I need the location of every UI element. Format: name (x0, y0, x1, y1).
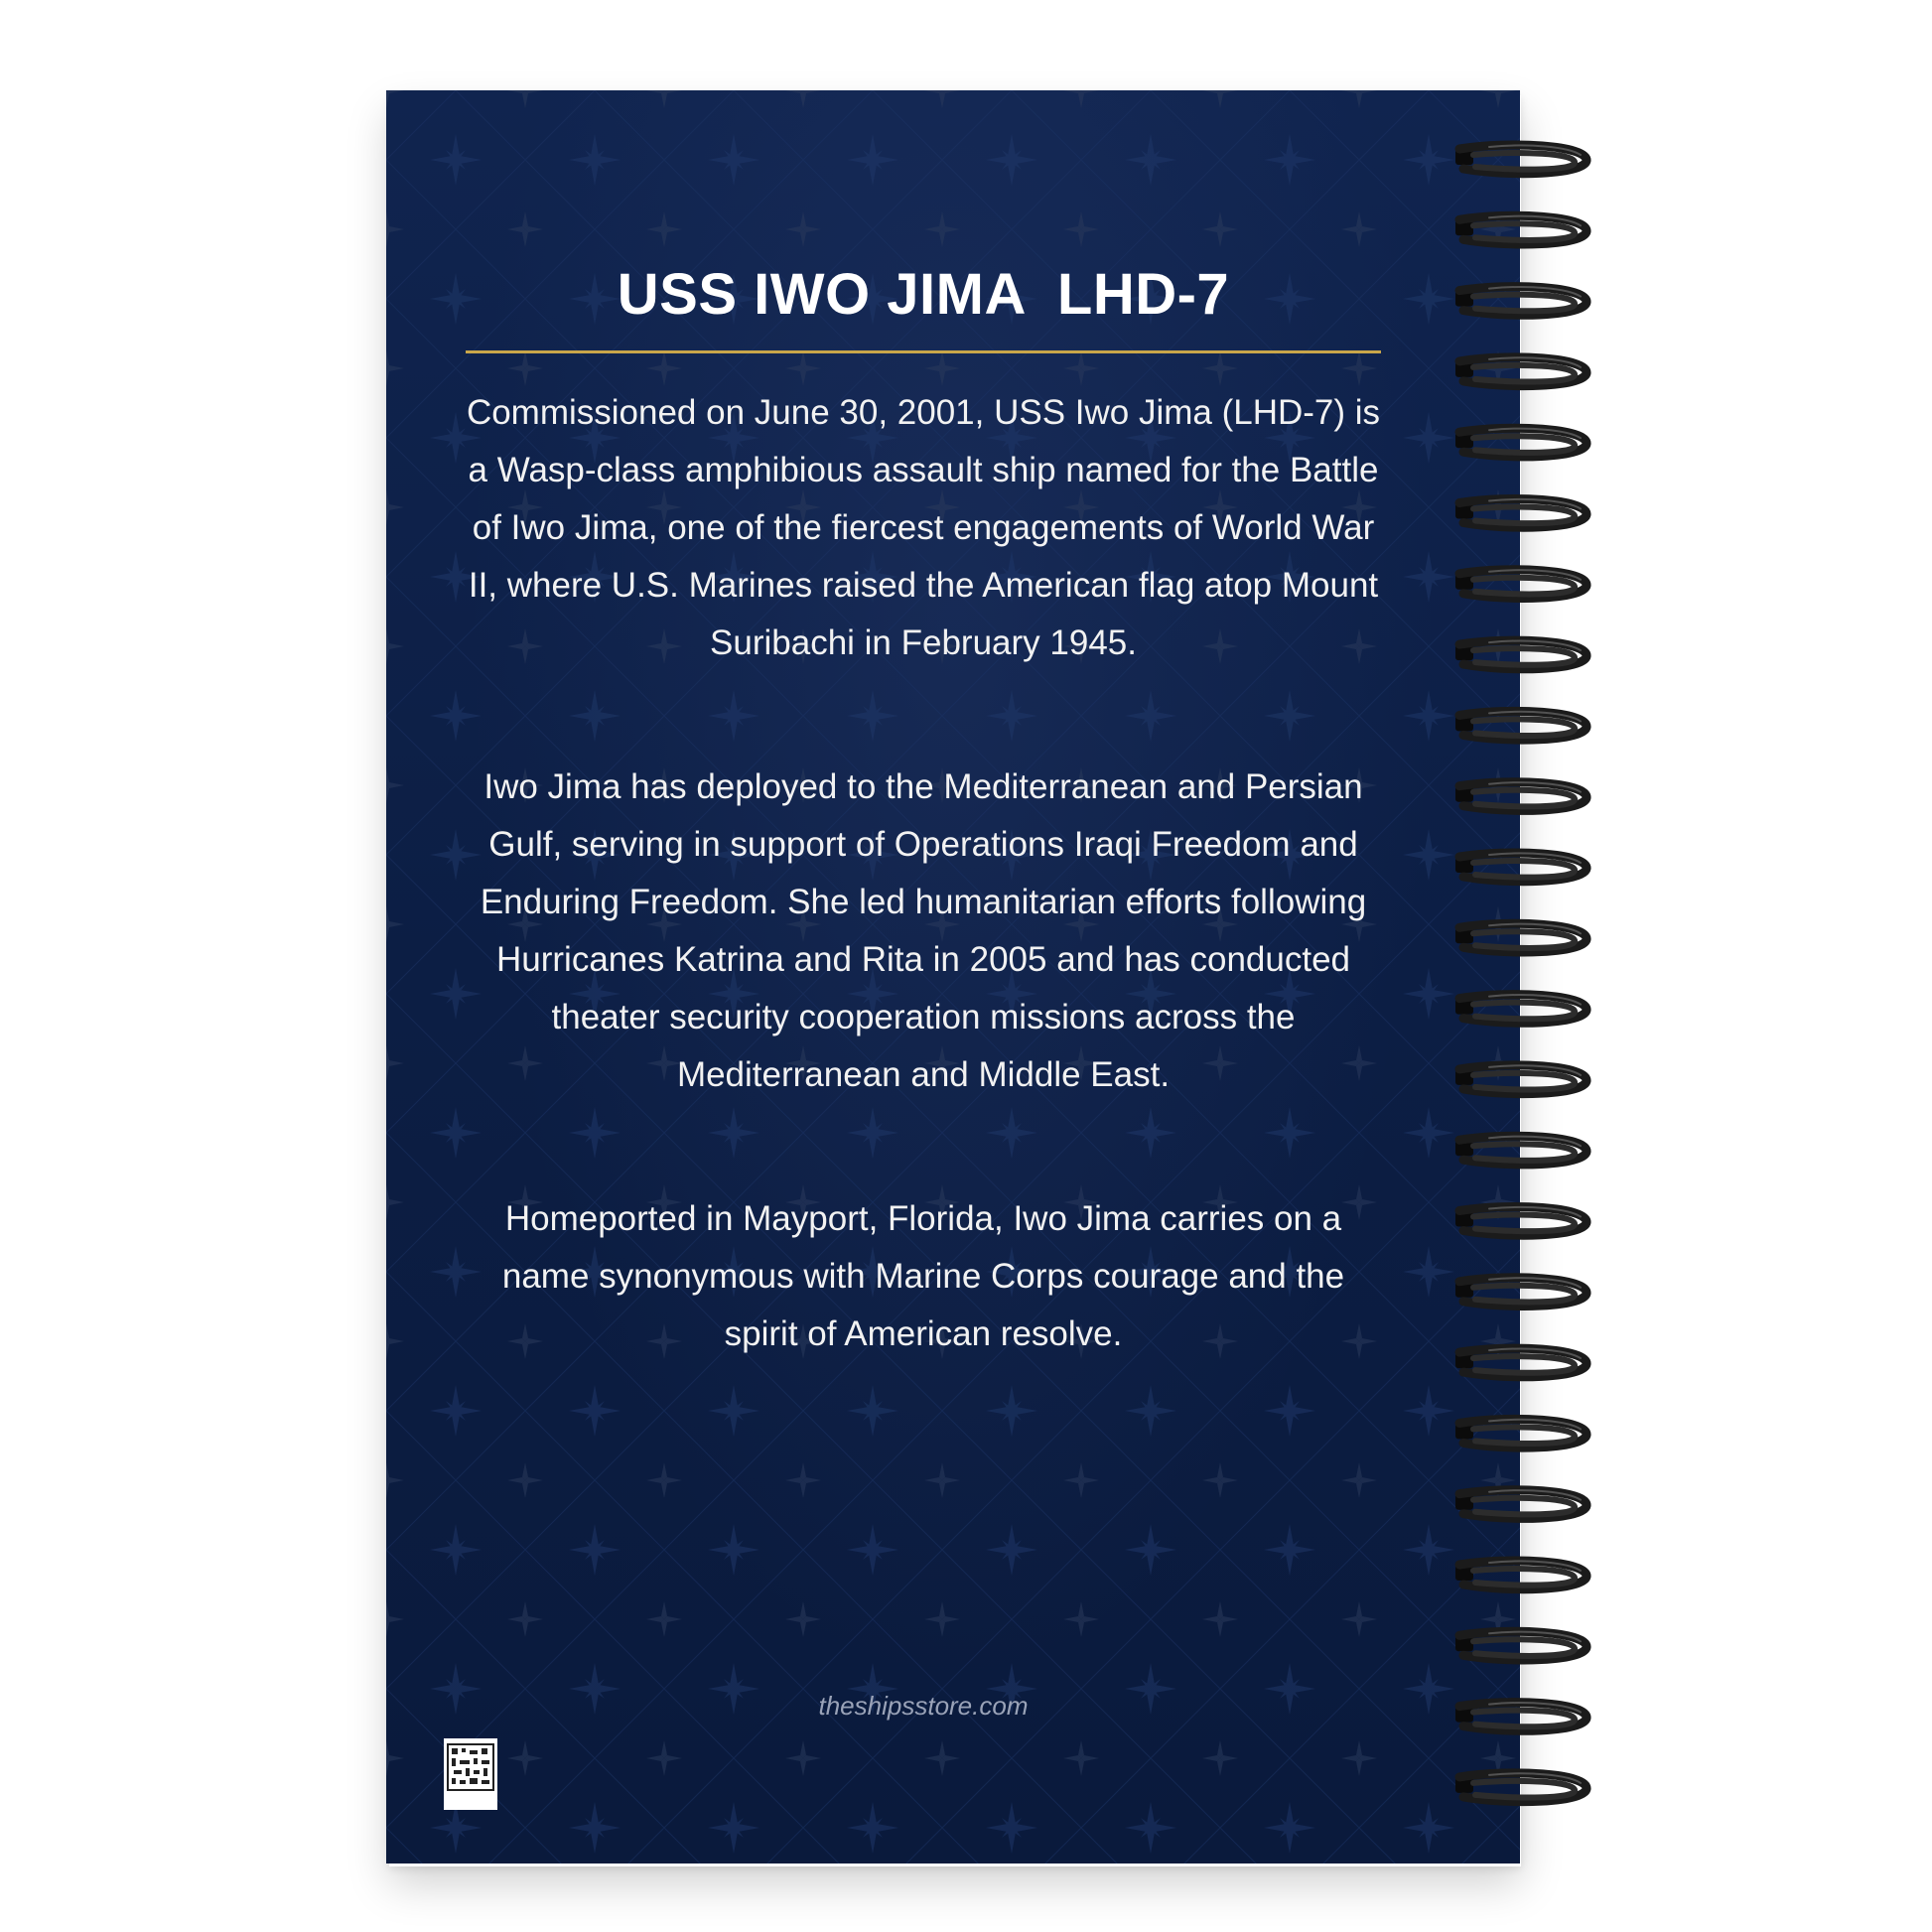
spiral-loop (1455, 853, 1587, 882)
ship-title: USS IWO JIMA LHD-7 (617, 262, 1230, 327)
spiral-loop (1455, 923, 1587, 952)
spiral-loop (1455, 499, 1587, 528)
spiral-loop (1455, 1631, 1587, 1660)
spiral-loop (1455, 1348, 1587, 1377)
cover-content (386, 90, 1520, 1863)
paragraph-homeport: Homeported in Mayport, Florida, Iwo Jima carries on a name synonymous with Marine Corps courage and the spirit of American resolve. (501, 1199, 1345, 1353)
spiral-loop (1455, 1207, 1587, 1236)
spiral-loop (1455, 1136, 1587, 1165)
spiral-loop (1455, 995, 1587, 1024)
paragraph-commissioning: Commissioned on June 30, 2001, USS Iwo Jima (LHD-7) is a Wasp-class amphibious assault ship named for the Battle of Iwo Jima, one of the fiercest engagements of World War II, where U.S. Marines raised the American flag atop Mount Suribachi in February 1945. (466, 393, 1381, 662)
spiral-loop (1455, 357, 1587, 386)
spiral-loop (1455, 1561, 1587, 1589)
paragraph-deployments: Iwo Jima has deployed to the Mediterranean and Persian Gulf, serving in support of Operations Iraqi Freedom and Enduring Freedom. She led humanitarian efforts following Hurricanes Katrina and Rita in 2005 and has conducted theater security cooperation missions across the Mediterranean and Middle East. (480, 767, 1367, 1094)
notebook-back-cover (386, 90, 1520, 1863)
spiral-loop (1455, 1773, 1587, 1802)
spiral-loop (1455, 570, 1587, 599)
data-matrix-code-icon (444, 1738, 497, 1810)
spiral-loop (1455, 1419, 1587, 1448)
spiral-loop (1455, 1065, 1587, 1094)
gold-divider (466, 350, 1381, 353)
spiral-coil-icon (1449, 129, 1608, 1837)
website-label: theshipsstore.com (818, 1691, 1029, 1721)
spiral-loop (1455, 640, 1587, 669)
spiral-loop (1455, 1490, 1587, 1519)
spiral-loop (1455, 1703, 1587, 1731)
spiral-loop (1455, 428, 1587, 457)
spiral-loop (1455, 1278, 1587, 1307)
spiral-loop (1455, 782, 1587, 811)
spiral-loop (1455, 711, 1587, 740)
spiral-loop (1455, 145, 1587, 174)
spiral-loop (1455, 287, 1587, 316)
spiral-loop (1455, 215, 1587, 244)
